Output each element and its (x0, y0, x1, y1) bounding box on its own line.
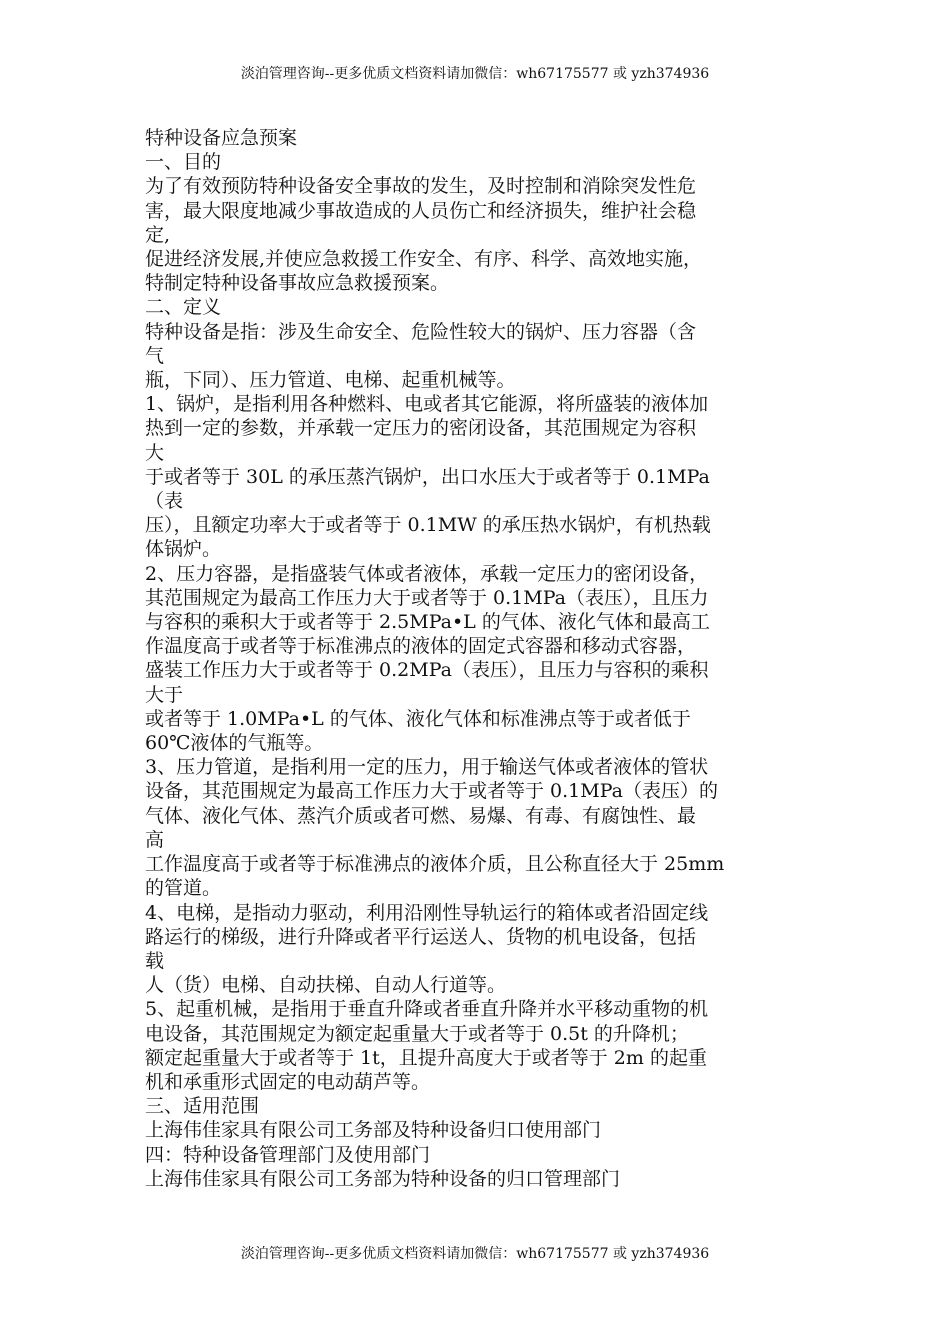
text-line: （表 (145, 490, 184, 513)
text-line: 或者等于 1.0MPa•L 的气体、液化气体和标准沸点等于或者低于 (145, 707, 691, 730)
text-line: 二、定义 (145, 296, 222, 319)
text-line: 定, (145, 223, 171, 246)
text-line: 其范围规定为最高工作压力大于或者等于 0.1MPa（表压），且压力 (145, 586, 709, 609)
text-line: 电设备，其范围规定为额定起重量大于或者等于 0.5t 的升降机； (145, 1022, 689, 1045)
text-line: 高 (145, 828, 165, 851)
document-body (145, 126, 813, 1191)
text-line: 设备，其范围规定为最高工作压力大于或者等于 0.1MPa（表压）的 (145, 780, 718, 803)
text-line: 促进经济发展,并使应急救援工作安全、有序、科学、高效地实施， (145, 248, 703, 271)
text-line: 5、起重机械，是指用于垂直升降或者垂直升降并水平移动重物的机 (145, 998, 709, 1021)
text-line: 1、锅炉，是指利用各种燃料、电或者其它能源，将所盛装的液体加 (145, 393, 709, 416)
page-header: 淡泊管理咨询--更多优质文档资料请加微信：wh67175577 或 yzh374936 (240, 66, 710, 82)
text-line: 的管道。 (145, 877, 222, 900)
text-line: 额定起重量大于或者等于 1t，且提升高度大于或者等于 2m 的起重 (145, 1046, 707, 1069)
text-line: 60℃液体的气瓶等。 (145, 732, 324, 755)
page-footer: 淡泊管理咨询--更多优质文档资料请加微信：wh67175577 或 yzh374936 (240, 1246, 710, 1262)
text-line: 压），且额定功率大于或者等于 0.1MW 的承压热水锅炉，有机热载 (145, 514, 711, 537)
text-line: 4、电梯，是指动力驱动，利用沿刚性导轨运行的箱体或者沿固定线 (145, 901, 709, 924)
text-line: 三、适用范围 (145, 1095, 260, 1118)
text-line: 气体、液化气体、蒸汽介质或者可燃、易爆、有毒、有腐蚀性、最 (145, 804, 697, 827)
text-line: 特种设备应急预案 (145, 127, 298, 149)
text-line: 载 (145, 949, 165, 972)
text-line: 2、压力容器，是指盛装气体或者液体，承载一定压力的密闭设备， (145, 562, 709, 585)
text-line: 体锅炉。 (145, 538, 222, 561)
text-line: 为了有效预防特种设备安全事故的发生，及时控制和消除突发性危 (145, 175, 697, 198)
text-line: 于或者等于 30L 的承压蒸汽锅炉，出口水压大于或者等于 0.1MPa (145, 465, 710, 488)
text-line: 一、目的 (145, 151, 222, 174)
text-line: 四：特种设备管理部门及使用部门 (145, 1143, 431, 1166)
text-line: 上海伟佳家具有限公司工务部及特种设备归口使用部门 (145, 1119, 602, 1142)
text-line: 路运行的梯级，进行升降或者平行运送人、货物的机电设备，包括 (145, 925, 697, 948)
text-line: 气 (145, 344, 165, 367)
text-line: 特制定特种设备事故应急救援预案。 (145, 272, 450, 295)
text-line: 人（货）电梯、自动扶梯、自动人行道等。 (145, 974, 507, 997)
text-line: 瓶，下同）、压力管道、电梯、起重机械等。 (145, 369, 516, 392)
text-line: 大 (145, 441, 165, 464)
text-line: 特种设备是指：涉及生命安全、危险性较大的锅炉、压力容器（含 (145, 320, 697, 343)
text-line: 机和承重形式固定的电动葫芦等。 (145, 1070, 431, 1093)
text-line: 盛装工作压力大于或者等于 0.2MPa（表压），且压力与容积的乘积 (145, 659, 709, 682)
text-line: 热到一定的参数，并承载一定压力的密闭设备，其范围规定为容积 (145, 417, 697, 440)
text-line: 大于 (145, 683, 184, 706)
text-line: 作温度高于或者等于标准沸点的液体的固定式容器和移动式容器， (145, 635, 697, 658)
text-line: 上海伟佳家具有限公司工务部为特种设备的归口管理部门 (145, 1167, 621, 1190)
text-line: 3、压力管道，是指利用一定的压力，用于输送气体或者液体的管状 (145, 756, 709, 779)
text-line: 工作温度高于或者等于标准沸点的液体介质，且公称直径大于 25mm (145, 853, 725, 876)
text-line: 害，最大限度地减少事故造成的人员伤亡和经济损失，维护社会稳 (145, 199, 697, 222)
text-line: 与容积的乘积大于或者等于 2.5MPa•L 的气体、液化气体和最高工 (145, 611, 710, 634)
